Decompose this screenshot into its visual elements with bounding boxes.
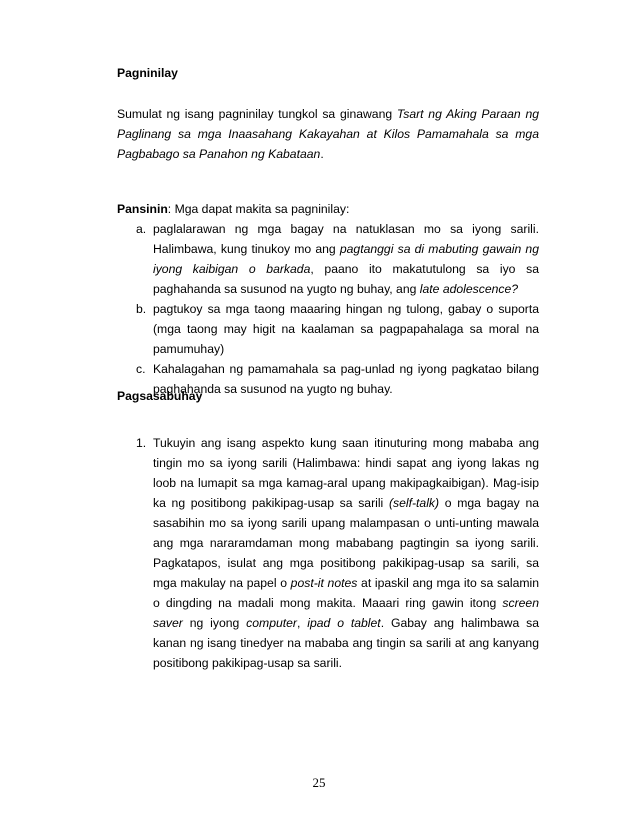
list-item-italic: (self-talk) [388, 496, 440, 510]
list-item-italic: late adolescence? [419, 282, 519, 296]
list-item-italic: post-it notes [290, 576, 358, 590]
pagninilay-paragraph [117, 104, 539, 164]
pagninilay-heading: Pagninilay [117, 66, 178, 80]
list-item [117, 433, 539, 673]
list-item-text: . Gabay ang halimbawa sa kanan ng isang tinedyer na mababa ang tingin sa sarili at ang kanyang positibong pakikipag-usap sa sarili. [153, 616, 539, 670]
list-marker: 1. [136, 436, 147, 450]
list-item-text: Kahalagahan ng pamamahala sa pag-unlad ng iyong pagkatao bilang paghahanda sa susunod na yugto ng buhay. [153, 362, 539, 396]
list-item-text: ng iyong [182, 616, 247, 630]
pagsasabuhay-list [117, 433, 539, 673]
list-item-text: pagtukoy sa mga taong maaaring hingan ng tulong, gabay o suporta (mga taong may higit na kaalaman sa pagpapahalaga sa moral na pamumuhay) [153, 302, 539, 356]
list-marker: b. [136, 302, 147, 316]
list-item-text: o mga bagay na sasabihin mo sa iyong sarili upang malampasan o unti-unting mawala ang mga nararamdaman mong mababang pagtingin sa iyong sarili. Pagkatapos, isulat ang mga positibong pakikipag-usap sa sarili, sa mga makulay na papel o [153, 496, 540, 590]
list-item-text: paglalarawan ng mga bagay na natuklasan mo sa iyong sarili. Halimbawa, kung tinukoy mo ang [153, 222, 539, 256]
list-marker: c. [136, 362, 146, 376]
pansinin-intro-text: : Mga dapat makita sa pagninilay: [167, 202, 350, 216]
pansinin-list [117, 219, 539, 399]
list-marker: a. [136, 222, 147, 236]
list-item-italic: ipad o tablet [307, 616, 381, 630]
list-item-text: at ipaskil ang mga ito sa salamin o dingding na madali mong makita. Maaari ring gawin itong [153, 576, 539, 610]
list-item-text: Tukuyin ang isang aspekto kung saan itinuturing mong mababa ang tingin mo sa iyong sarili (Halimbawa: hindi sapat ang iyong lakas ng loob na lumapit sa mga kamag-aral upang makipagkaibigan). Mag-isip ka ng positibong pakikipag-usap sa sarili [153, 436, 539, 510]
pagninilay-text: Sumulat ng isang pagninilay tungkol sa ginawang [117, 107, 397, 121]
pagsasabuhay-heading: Pagsasabuhay [117, 389, 203, 403]
list-item-text: , paano ito makatutulong sa iyo sa paghahanda sa susunod na yugto ng buhay, ang [153, 262, 539, 296]
list-item-italic: pagtanggi sa di mabuting gawain ng iyong kaibigan o barkada [153, 242, 539, 276]
pagninilay-text-end: . [320, 147, 324, 161]
list-item-text: , [296, 616, 308, 630]
pagninilay-italic-title: Tsart ng Aking Paraan ng Paglinang sa mga Inaasahang Kakayahan at Kilos Pamamahala sa mga Pagbabago sa Panahon ng Kabataan [117, 107, 539, 161]
list-item-italic: computer [246, 616, 297, 630]
list-item [117, 299, 539, 359]
pansinin-intro [117, 199, 349, 219]
list-item [117, 219, 539, 299]
list-item-italic: screen saver [153, 596, 539, 630]
pansinin-label: Pansinin [117, 202, 168, 216]
page-number: 25 [312, 775, 326, 790]
